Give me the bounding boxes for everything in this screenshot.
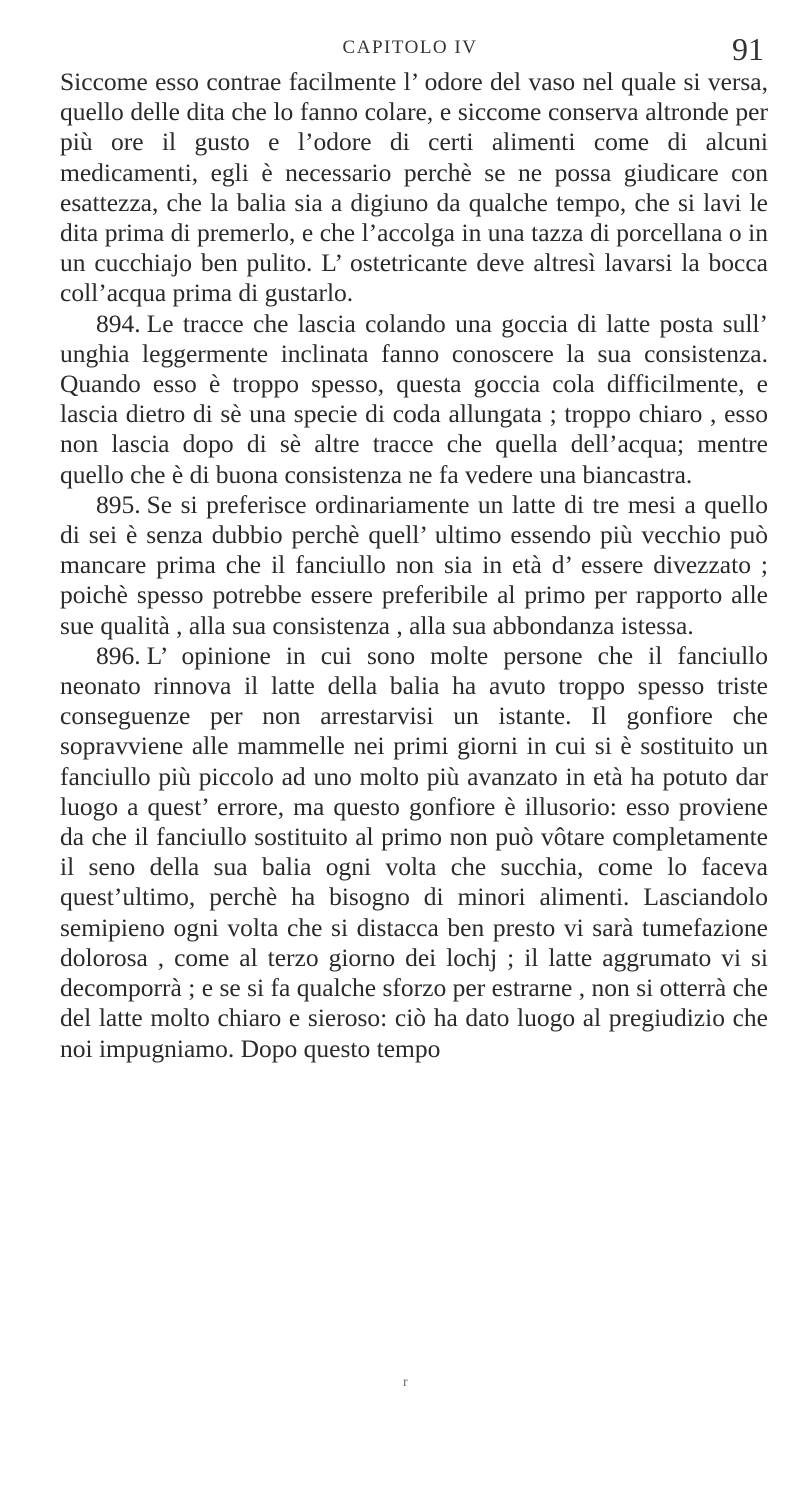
paragraph-continued [60,67,768,309]
paragraph-894 [60,309,768,490]
paragraph-text: L’ opinione in cui sono molte persone che il fanciullo neonato rinnova il latte della balia ha avuto troppo spesso triste conseguenze per non arrestarvisi un istante. Il gonfiore che sopravviene alle mammelle nei primi giorni in cui si è sostituito un fanciullo più piccolo ad uno molto più avanzato in età ha potuto dar luogo a quest’ errore, ma questo gonfiore è illusorio: esso proviene da che il fanciullo sostituito al primo non può vôtare completamente il seno della sua balia ogni volta che succhia, come lo faceva quest’ultimo, perchè ha bisogno di minori alimenti. Lasciandolo semipieno ogni volta che si distacca ben presto vi sarà tumefazione dolorosa , come al terzo giorno dei lochj ; il latte aggrumato vi si decomporrà ; e se si fa qualche sforzo per estrarne , non si otterrà che del latte molto chiaro e sieroso: ciò ha dato luogo al pregiudizio che noi impugniamo. Dopo questo tempo [60,640,768,1063]
paragraph-text: Se si preferisce ordinariamente un latte di tre mesi a quello di sei è senza dubbio perchè quell’ ultimo essendo più vecchio può mancare prima che il fanciullo non sia in età d’ essere divezzato ; poichè spesso potrebbe essere preferibile al primo per rapporto alle sue qualità , alla sua consistenza , alla sua abbondanza istessa. [60,489,768,640]
paragraph-number: 894. [96,308,141,338]
body-text [60,67,768,1064]
footer-mark: r [403,1375,408,1390]
page-number: 91 [732,31,764,67]
paragraph-896 [60,641,768,1064]
paragraph-number: 896. [96,640,141,670]
paragraph-text: Le tracce che lascia colando una goccia di latte posta sull’ unghia leggermente inclinata fanno conoscere la sua consistenza. Quando esso è troppo spesso, questa goccia cola difficilmente, e lascia dietro di sè una specie di coda allungata ; troppo chiaro , esso non lascia dopo di sè altre tracce che quella dell’acqua; mentre quello che è di buona consistenza ne fa vedere una biancastra. [60,308,768,489]
running-head [60,31,764,67]
paragraph-number: 895. [96,489,141,519]
paragraph-895 [60,490,768,641]
paragraph-text: Siccome esso contrae facilmente l’ odore del vaso nel quale si versa, quello delle dita che lo fanno colare, e siccome conserva altronde per più ore il gusto e l’odore di certi alimenti come di alcuni medicamenti, egli è necessario perchè se ne possa giudicare con esattezza, che la balia sia a digiuno da qualche tempo, che si lavi le dita prima di premerlo, e che l’accolga in una tazza di porcellana o in un cucchiajo ben pulito. L’ ostetricante deve altresì lavarsi la bocca coll’acqua prima di gustarlo. [60,67,768,308]
chapter-title: CAPITOLO IV [342,37,478,58]
